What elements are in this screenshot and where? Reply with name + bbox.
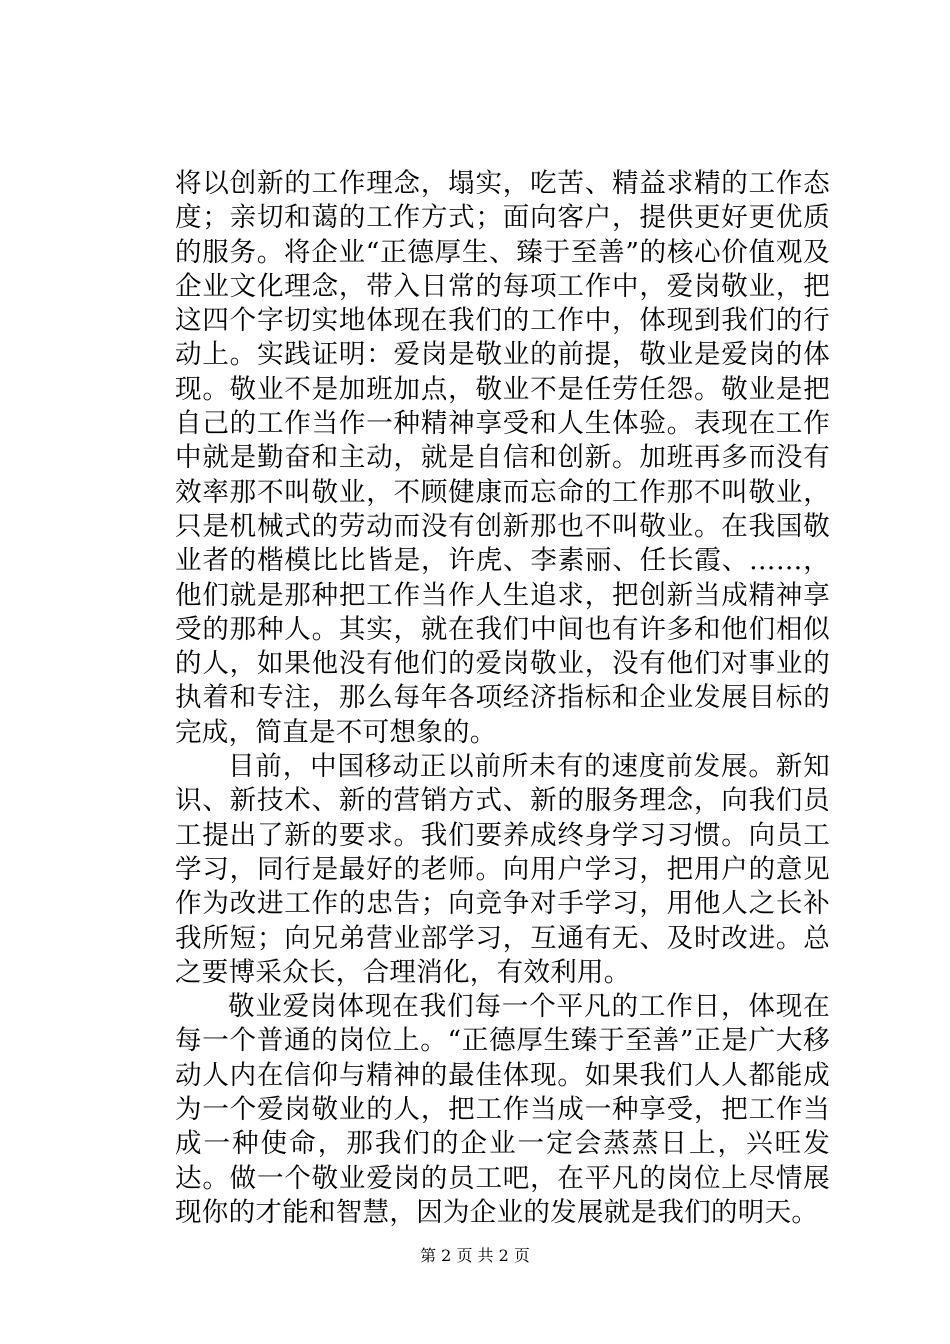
paragraph-1: 将以创新的工作理念，塌实，吃苦、精益求精的工作态度；亲切和蔼的工作方式；面向客户，提供更好更优质的服务。将企业“正德厚生、臻于至善”的核心价值观及企业文化理念，带入日常的每项工作中，爱岗敬业，把这四个字切实地体现在我们的工作中，体现到我们的行动上。实践证明：爱岗是敬业的前提，敬业是爱岗的体现。敬业不是加班加点，敬业不是任劳任怨。敬业是把自己的工作当作一种精神享受和人生体验。表现在工作中就是勤奋和主动，就是自信和创新。加班再多而没有效率那不叫敬业，不顾健康而忘命的工作那不叫敬业，只是机械式的劳动而没有创新那也不叫敬业。在我国敬业者的楷模比比皆是，许虎、李素丽、任长霞、……，他们就是那种把工作当作人生追求，把创新当成精神享受的那种人。其实，就在我们中间也有许多和他们相似的人，如果他没有他们的爱岗敬业，没有他们对事业的执着和专注，那么每年各项经济指标和企业发展目标的完成，简直是不可想象的。 bbox=[175, 168, 830, 748]
document-body bbox=[175, 167, 830, 1230]
page-footer: 第 2 页 共 2 页 bbox=[420, 1246, 530, 1265]
paragraph-2: 目前，中国移动正以前所未有的速度前发展。新知识、新技术、新的营销方式、新的服务理念，向我们员工提出了新的要求。我们要养成终身学习习惯。向员工学习，同行是最好的老师。向用户学习，把用户的意见作为改进工作的忠告；向竞争对手学习，用他人之长补我所短；向兄弟营业部学习，互通有无、及时改进。总之要博采众长，合理消化，有效利用。 bbox=[175, 751, 830, 988]
paragraph-3: 敬业爱岗体现在我们每一个平凡的工作日，体现在每一个普通的岗位上。“正德厚生臻于至善”正是广大移动人内在信仰与精神的最佳体现。如果我们人人都能成为一个爱岗敬业的人，把工作当成一种享受，把工作当成一种使命，那我们的企业一定会蒸蒸日上，兴旺发达。做一个敬业爱岗的员工吧，在平凡的岗位上尽情展现你的才能和智慧，因为企业的发展就是我们的明天。 bbox=[175, 991, 830, 1228]
